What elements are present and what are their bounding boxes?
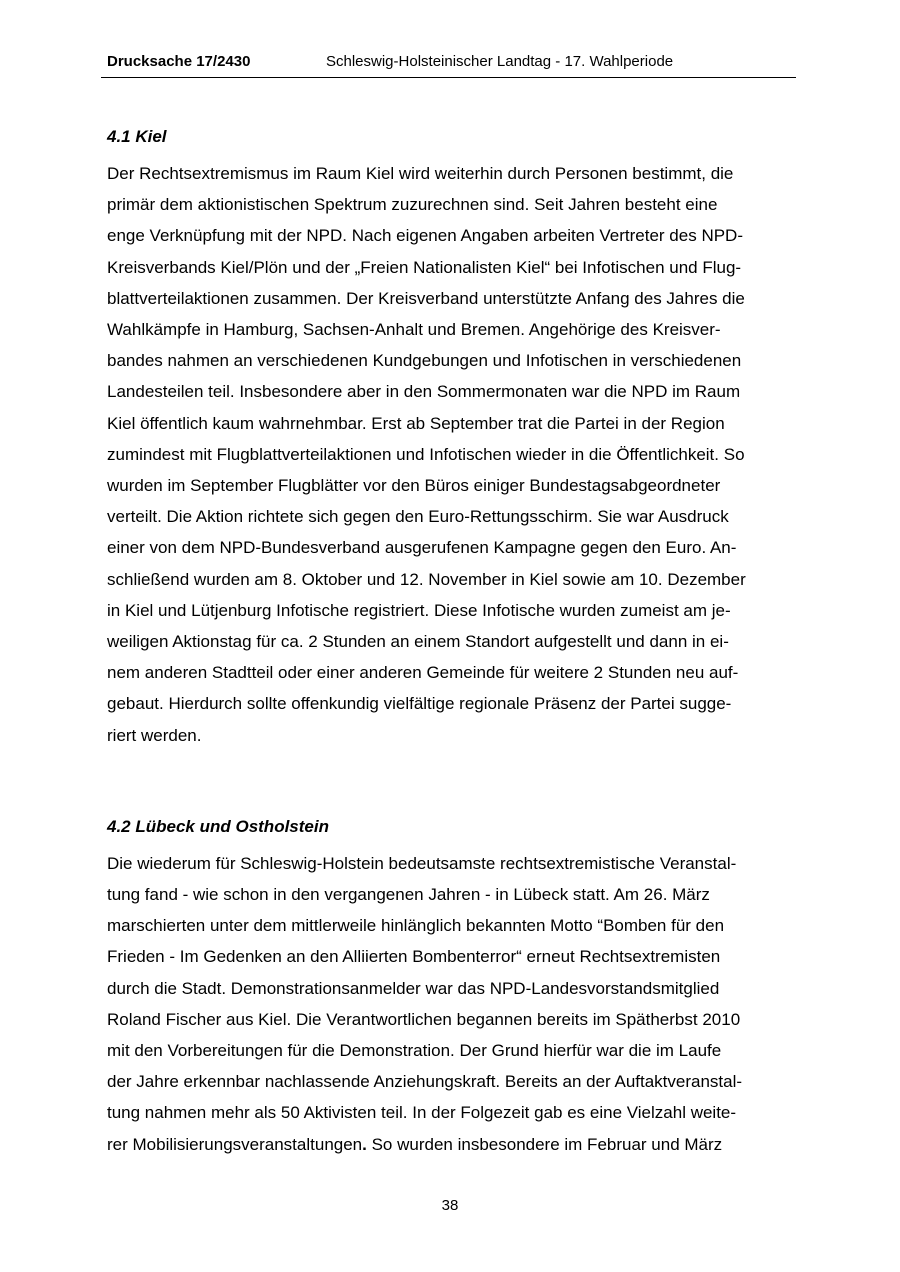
section-luebeck-ostholstein — [107, 814, 797, 1160]
section-heading: 4.1 Kiel — [107, 127, 167, 146]
paragraph-bold-period: . — [362, 1134, 367, 1154]
page-number: 38 — [441, 1197, 459, 1214]
paragraph-text: Die wiederum für Schleswig-Holstein bedeutsamste rechtsextremistische Veranstal- tung fand - wie schon in den vergangenen Jahren - in Lübeck statt. Am 26. März marschierten unter dem mittlerweile hinlänglich bekannten Motto “Bomben für den Frieden - Im Gedenken an den Alliierten Bombenterror“ erneut Rechtsextremisten durch die Stadt. Demonstrationsanmelder war das NPD-Landesvorstandsmitglied Roland Fischer aus Kiel. Die Verantwortlichen begannen bereits im Spätherbst 2010 mit den Vorbereitungen für die Demonstration. Der Grund hierfür war die im Laufe der Jahre erkennbar nachlassende Anziehungskraft. Bereits an der Auftaktveranstal- tung nahmen mehr als 50 Aktivisten teil. In der Folgezeit gab es eine Vielzahl weite- rer Mobilisierungsveranstaltungen — [107, 853, 743, 1154]
section-paragraph — [107, 848, 797, 1160]
paragraph-tail-text: So wurden insbesondere im Februar und März — [366, 1134, 723, 1154]
document-number: Drucksache 17/2430 — [107, 53, 251, 70]
section-kiel — [107, 124, 797, 751]
section-paragraph: Der Rechtsextremismus im Raum Kiel wird weiterhin durch Personen bestimmt, die primär dem aktionistischen Spektrum zuzurechnen sind. Seit Jahren besteht eine enge Verknüpfung mit der NPD. Nach eigenen Angaben arbeiten Vertreter des NPD- Kreisverbands Kiel/Plön und der „Freien Nationalisten Kiel“ bei Infotischen und Flug- blattverteilaktionen zusammen. Der Kreisverband unterstützte Anfang des Jahres die Wahlkämpfe in Hamburg, Sachsen-Anhalt und Bremen. Angehörige des Kreisver- bandes nahmen an verschiedenen Kundgebungen und Infotischen in verschiedenen Landesteilen teil. Insbesondere aber in den Sommermonaten war die NPD im Raum Kiel öffentlich kaum wahrnehmbar. Erst ab September trat die Partei in der Region zumindest mit Flugblattverteilaktionen und Infotischen wieder in die Öffentlichkeit. So wurden im September Flugblätter vor den Büros einiger Bundestagsabgeordneter verteilt. Die Aktion richtete sich gegen den Euro-Rettungsschirm. Sie war Ausdruck einer von dem NPD-Bundesverband ausgerufenen Kampagne gegen den Euro. An- schließend wurden am 8. Oktober und 12. November in Kiel sowie am 10. Dezember in Kiel und Lütjenburg Infotische registriert. Diese Infotische wurden zumeist am je- weiligen Aktionstag für ca. 2 Stunden an einem Standort aufgestellt und dann in ei- nem anderen Stadtteil oder einer anderen Gemeinde für weitere 2 Stunden neu auf- gebaut. Hierdurch sollte offenkundig vielfältige regionale Präsenz der Partei sugge- riert werden. — [107, 164, 746, 745]
page-content — [107, 124, 797, 1160]
section-spacer — [107, 751, 797, 814]
section-heading: 4.2 Lübeck und Ostholstein — [107, 816, 329, 836]
page-header — [101, 52, 796, 78]
header-title: Schleswig-Holsteinischer Landtag - 17. Wahlperiode — [326, 53, 674, 70]
